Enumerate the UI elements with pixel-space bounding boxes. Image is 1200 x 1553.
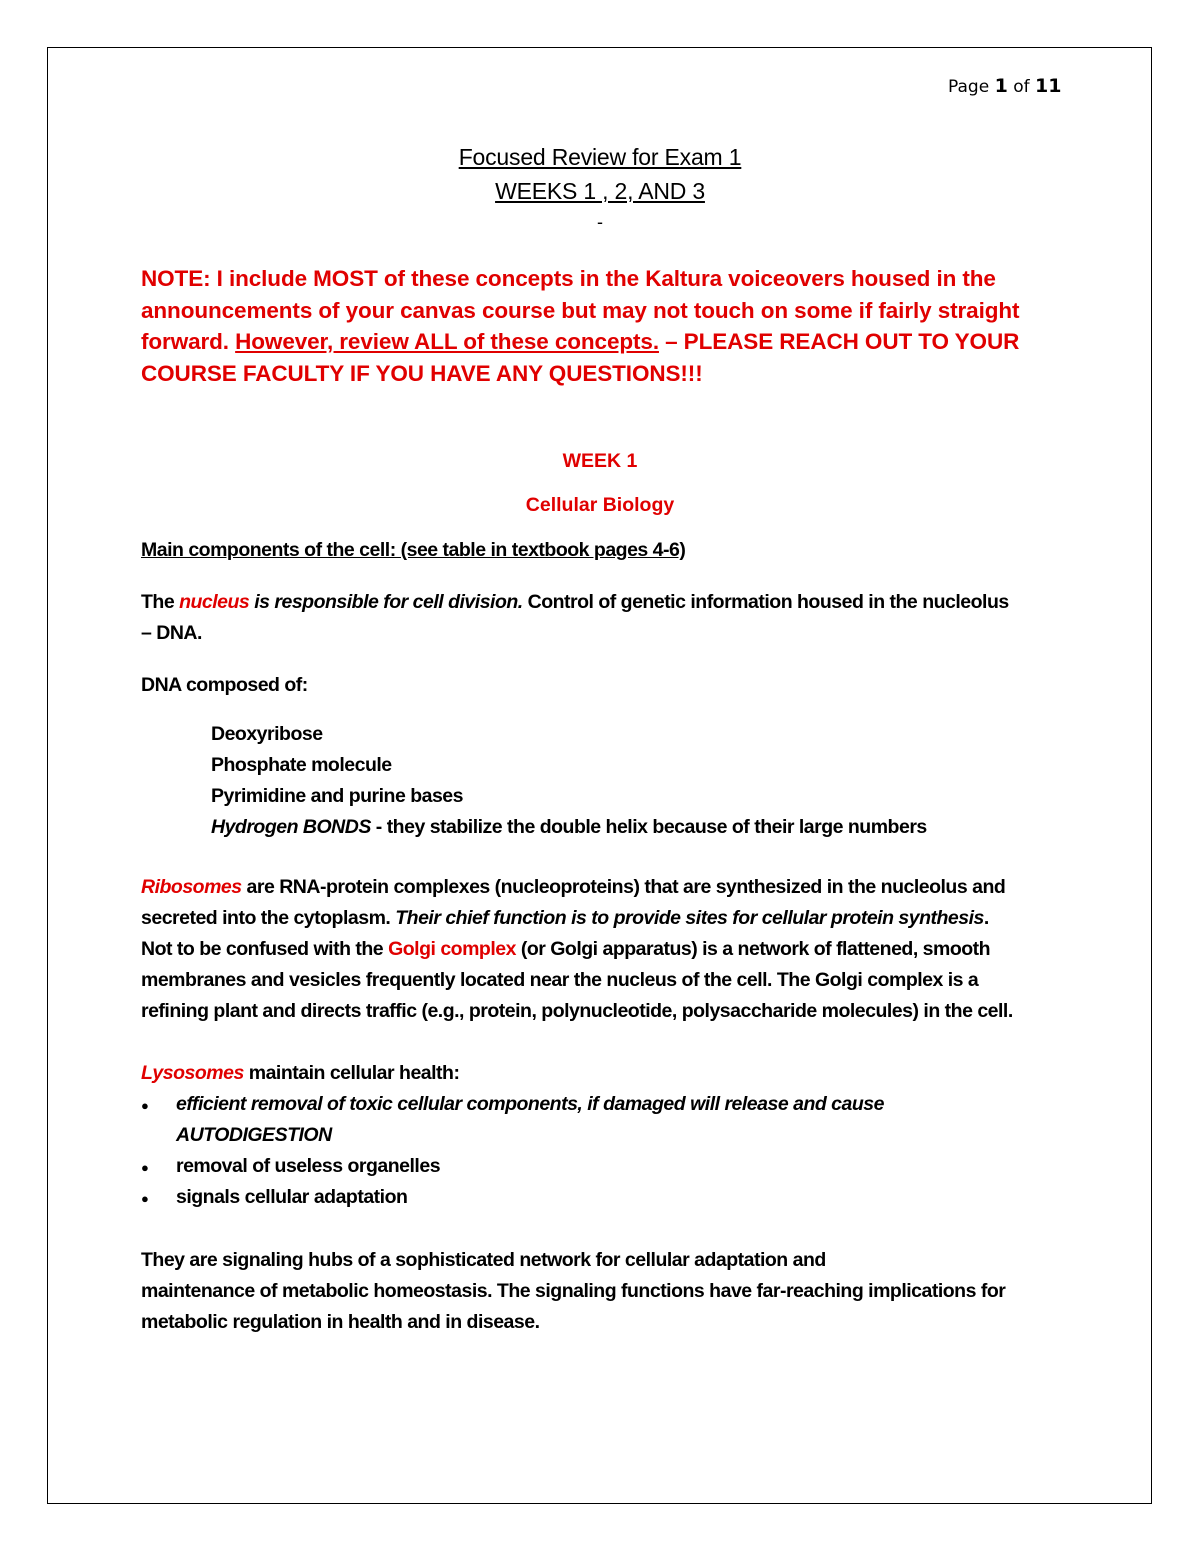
lysosome-bullet-2: removal of useless organelles: [176, 1155, 441, 1177]
closing-line-2: maintenance of metabolic homeostasis. The signaling functions have far-reaching implications for: [141, 1280, 1006, 1302]
ribosomes-line-3: Not to be confused with the Golgi complex (or Golgi apparatus) is a network of flattened, smooth: [141, 938, 991, 960]
ribosomes-line-1: Ribosomes are RNA-protein complexes (nucleoproteins) that are synthesized in the nucleolus and: [141, 876, 1006, 898]
topic-heading: Cellular Biology: [525, 494, 675, 516]
dna-heading: DNA composed of:: [141, 674, 308, 696]
title-dash: -: [597, 212, 603, 232]
dna-item-4: Hydrogen BONDS - they stabilize the double helix because of their large numbers: [211, 816, 927, 838]
dna-item-1: Deoxyribose: [211, 723, 323, 745]
components-heading: Main components of the cell: (see table in textbook pages 4-6): [141, 539, 686, 561]
bullet-icon: ●: [141, 1160, 149, 1175]
weeks-subtitle: WEEKS 1 , 2, AND 3: [495, 178, 705, 204]
dna-item-3: Pyrimidine and purine bases: [211, 785, 463, 807]
nucleus-line-1: The nucleus is responsible for cell division. Control of genetic information housed in the nucleolus: [141, 591, 1009, 613]
lysosome-bullet-1-line-1: efficient removal of toxic cellular components, if damaged will release and cause: [176, 1093, 884, 1115]
bullet-icon: ●: [141, 1098, 149, 1113]
page-number: Page 1 of 11: [948, 75, 1062, 97]
nucleus-line-2: – DNA.: [141, 622, 202, 644]
lysosomes-line: Lysosomes maintain cellular health:: [141, 1062, 460, 1084]
note-paragraph: NOTE: I include MOST of these concepts in the Kaltura voiceovers housed in the announcements of your canvas course but may not touch on some if fairly straight forward. However, review ALL of these concepts. – PLEASE REACH OUT TO YOUR COURSE FACULTY IF YOU HAVE ANY QUESTIONS!!!: [141, 266, 1020, 386]
ribosomes-line-4: membranes and vesicles frequently located near the nucleus of the cell. The Golgi complex is a: [141, 969, 979, 991]
lysosome-bullet-1-line-2: AUTODIGESTION: [176, 1124, 332, 1146]
document-title: Focused Review for Exam 1: [458, 144, 742, 170]
ribosomes-line-2: secreted into the cytoplasm. Their chief function is to provide sites for cellular protein synthesis.: [141, 907, 989, 929]
week-heading: WEEK 1: [562, 450, 638, 472]
lysosome-bullet-3: signals cellular adaptation: [176, 1186, 408, 1208]
ribosomes-line-5: refining plant and directs traffic (e.g., protein, polynucleotide, polysaccharide molecules) in the cell.: [141, 1000, 1013, 1022]
closing-line-1: They are signaling hubs of a sophisticated network for cellular adaptation and: [141, 1249, 826, 1271]
dna-item-2: Phosphate molecule: [211, 754, 392, 776]
bullet-icon: ●: [141, 1191, 149, 1206]
closing-line-3: metabolic regulation in health and in disease.: [141, 1311, 540, 1333]
